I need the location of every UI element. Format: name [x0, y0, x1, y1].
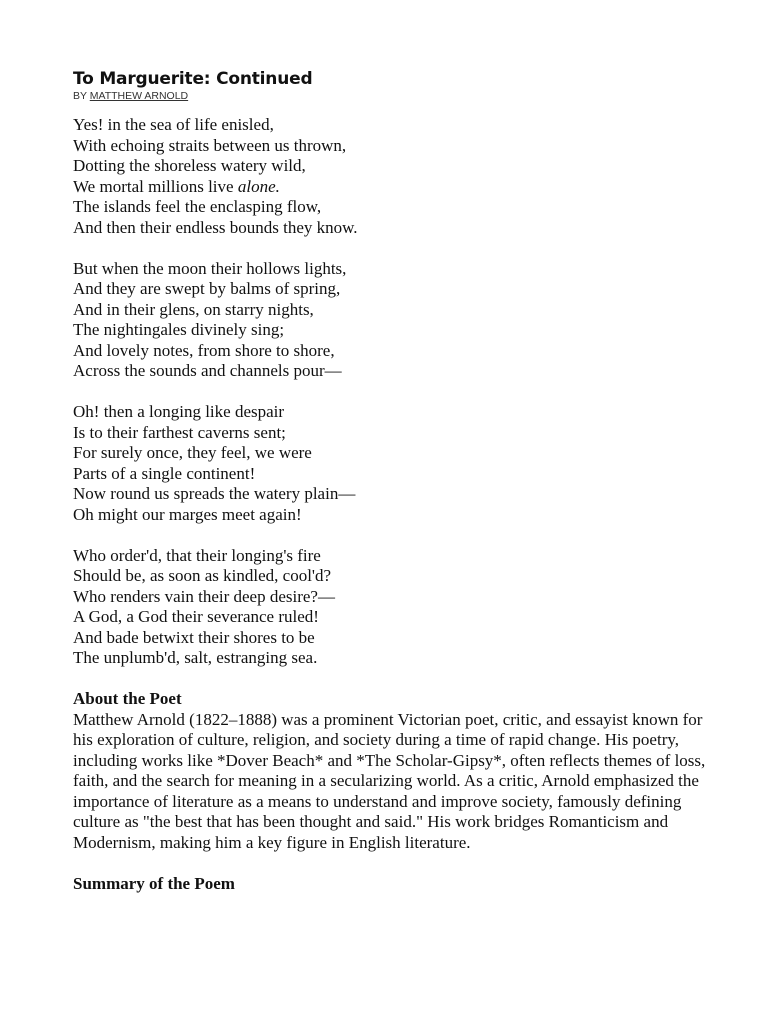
summary-heading: Summary of the Poem	[73, 873, 235, 893]
poem-line: The islands feel the enclasping flow,	[73, 197, 322, 216]
poem-emphasis: alone.	[237, 176, 280, 196]
poem-line: Oh might our marges meet again!	[73, 504, 302, 524]
poem-line: And in their glens, on starry nights,	[73, 299, 314, 319]
poem-line: Yes! in the sea of life enisled,	[73, 115, 274, 134]
document-page	[73, 68, 723, 894]
poem-line: For surely once, they feel, we were	[73, 443, 312, 462]
poem-line: Dotting the shoreless watery wild,	[73, 156, 306, 175]
poem-line: Across the sounds and channels pour—	[73, 361, 342, 380]
poem-line: And then their endless bounds they know.	[73, 217, 358, 237]
poem-title: To Marguerite: Continued	[73, 69, 313, 89]
poem-line-text: We mortal millions live	[73, 176, 238, 196]
poem-line: A God, a God their severance ruled!	[73, 607, 319, 626]
poem-line: And they are swept by balms of spring,	[73, 279, 341, 298]
about-text: Matthew Arnold (1822–1888) was a prominent Victorian poet, critic, and essayist known for his exploration of culture, religion, and society during a time of rapid change. His poetry, including works like *Dover Beach* and *The Scholar-Gipsy*, often reflects themes of loss, faith, and the search for meaning in a secularizing world. As a critic, Arnold emphasized the importance of literature as a means to understand and improve society, famously defining culture as "the best that has been thought and said." His work bridges Romanticism and Modernism, making him a key figure in English literature.	[73, 709, 706, 852]
stanza-3	[73, 402, 723, 525]
about-heading: About the Poet	[73, 689, 182, 708]
poem-line: Should be, as soon as kindled, cool'd?	[73, 566, 332, 585]
poem-line: Who renders vain their deep desire?—	[73, 586, 335, 606]
stanza-4	[73, 546, 723, 669]
poem-line: Oh! then a longing like despair	[73, 402, 285, 421]
byline-prefix: BY	[73, 90, 90, 102]
poem-line: And lovely notes, from shore to shore,	[73, 340, 335, 360]
stanza-1	[73, 115, 723, 238]
poem-body	[73, 115, 723, 669]
poem-line	[73, 177, 723, 198]
poem-line: Who order'd, that their longing's fire	[73, 545, 321, 565]
stanza-2	[73, 259, 723, 382]
poem-line: With echoing straits between us thrown,	[73, 135, 347, 155]
poem-line: But when the moon their hollows lights,	[73, 258, 347, 278]
poem-line: Now round us spreads the watery plain—	[73, 484, 356, 503]
byline	[73, 90, 723, 103]
poem-line: And bade betwixt their shores to be	[73, 627, 315, 647]
poem-line: The nightingales divinely sing;	[73, 320, 285, 339]
poem-line: The unplumb'd, salt, estranging sea.	[73, 648, 318, 667]
author-link[interactable]: MATTHEW ARNOLD	[89, 90, 189, 102]
poem-line: Parts of a single continent!	[73, 463, 256, 483]
poem-line: Is to their farthest caverns sent;	[73, 422, 286, 442]
